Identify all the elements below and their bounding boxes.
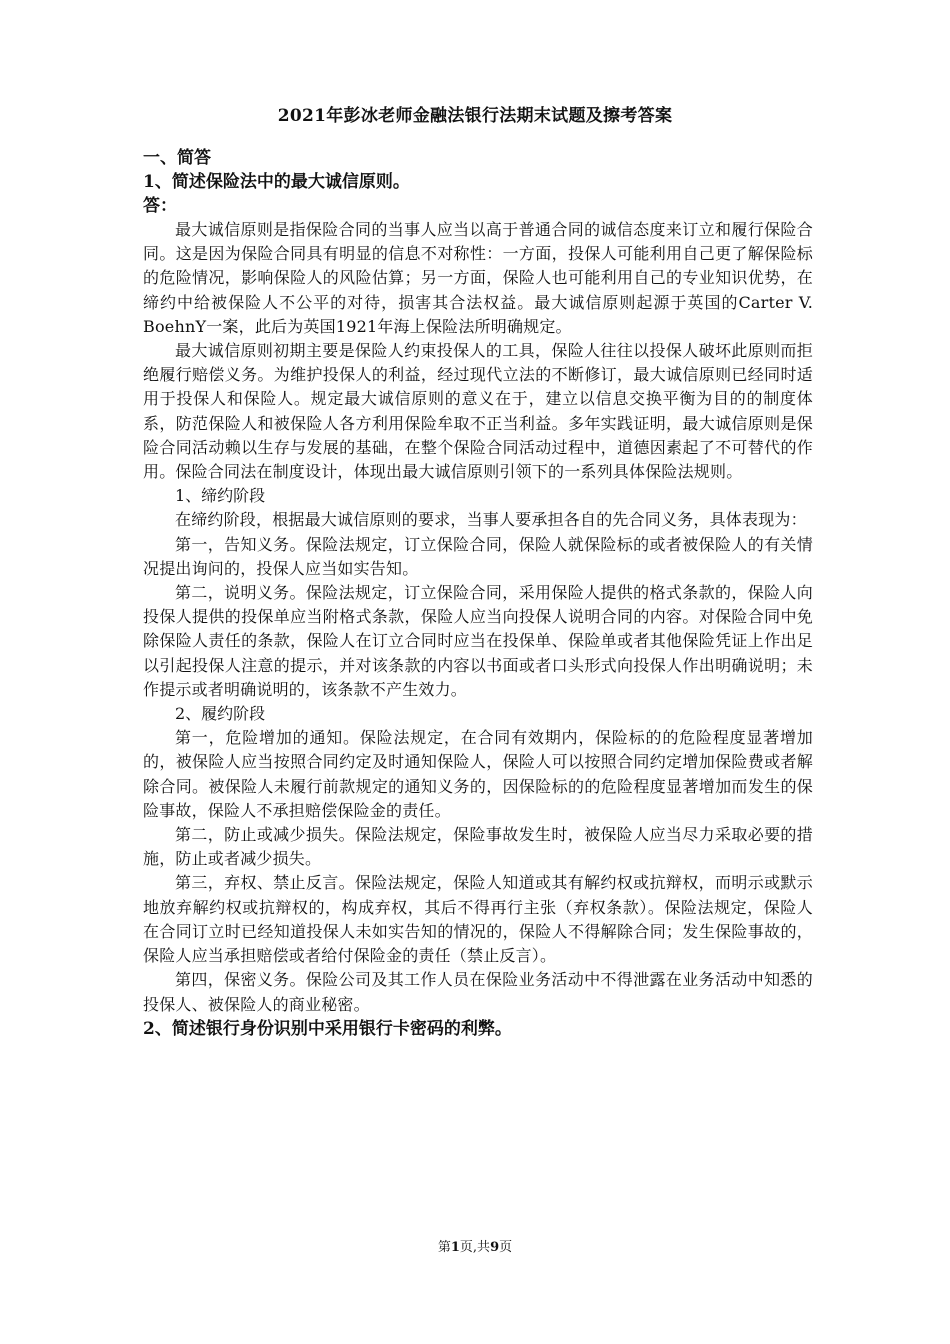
paragraph: 在缔约阶段，根据最大诚信原则的要求，当事人要承担各自的先合同义务，具体表现为： <box>175 510 807 530</box>
document-title: 2021年彭冰老师金融法银行法期末试题及擦考答案 <box>277 106 673 126</box>
paragraph: 第二，防止或减少损失。保险法规定，保险事故发生时，被保险人应当尽力采取必要的措施，防止或者减少损失。 <box>143 825 813 869</box>
question-2: 2、简述银行身份识别中采用银行卡密码的利弊。 <box>143 1018 512 1039</box>
paragraph: 最大诚信原则是指保险合同的当事人应当以高于普通合同的诚信态度来订立和履行保险合同。这是因为保险合同具有明显的信息不对称性：一方面，投保人可能利用自己更了解保险标的危险情况，影响保险人的风险估算；另一方面，保险人也可能利用自己的专业知识优势，在缔约中给被保险人不公平的对待，损害其合法权益。最大诚信原则起源于英国的Carter V. BoehnY一案，此后为英国1921年海上保险法所明确规定。 <box>143 220 813 336</box>
page-footer <box>0 1236 950 1255</box>
subheading-performance-stage: 2、履约阶段 <box>175 704 266 724</box>
paragraph: 第二，说明义务。保险法规定，订立保险合同，采用保险人提供的格式条款的，保险人向投保人提供的投保单应当附格式条款，保险人应当向投保人说明合同的内容。对保险合同中免除保险人责任的条款，保险人在订立合同时应当在投保单、保险单或者其他保险凭证上作出足以引起投保人注意的提示，并对该条款的内容以书面或者口头形式向投保人作出明确说明；未作提示或者明确说明的，该条款不产生效力。 <box>143 583 813 699</box>
subheading-contract-stage: 1、缔约阶段 <box>175 486 266 506</box>
paragraph: 第三，弃权、禁止反言。保险法规定，保险人知道或其有解约权或抗辩权，而明示或默示地放弃解约权或抗辩权的，构成弃权，其后不得再行主张（弃权条款）。保险法规定，保险人在合同订立时已经知道投保人未如实告知的情况的，保险人不得解除合同；发生保险事故的，保险人应当承担赔偿或者给付保险金的责任（禁止反言）。 <box>143 873 813 966</box>
footer-prefix: 第 <box>437 1240 451 1255</box>
footer-total-pages: 9 <box>490 1240 500 1255</box>
section-heading: 一、简答 <box>143 148 211 168</box>
answer-label: 答： <box>143 196 177 216</box>
question-1: 1、简述保险法中的最大诚信原则。 <box>143 172 410 192</box>
paragraph: 第一，危险增加的通知。保险法规定，在合同有效期内，保险标的的危险程度显著增加的，被保险人应当按照合同约定及时通知保险人，保险人可以按照合同约定增加保险费或者解除合同。被保险人未履行前款规定的通知义务的，因保险标的的危险程度显著增加而发生的保险事故，保险人不承担赔偿保险金的责任。 <box>143 728 813 820</box>
document-body <box>143 146 813 1041</box>
footer-suffix: 页 <box>499 1240 513 1255</box>
paragraph: 第一，告知义务。保险法规定，订立保险合同，保险人就保险标的或者被保险人的有关情况提出询问的，投保人应当如实告知。 <box>143 534 813 578</box>
footer-middle: 页,共 <box>459 1240 491 1255</box>
footer-page-number: 1 <box>450 1240 460 1255</box>
paragraph: 第四，保密义务。保险公司及其工作人员在保险业务活动中不得泄露在业务活动中知悉的投保人、被保险人的商业秘密。 <box>143 970 813 1014</box>
paragraph: 最大诚信原则初期主要是保险人约束投保人的工具，保险人往往以投保人破坏此原则而拒绝履行赔偿义务。为维护投保人的利益，经过现代立法的不断修订，最大诚信原则已经同时适用于投保人和保险人。规定最大诚信原则的意义在于，建立以信息交换平衡为目的的制度体系，防范保险人和被保险人各方利用保险牟取不正当利益。多年实践证明，最大诚信原则是保险合同活动赖以生存与发展的基础，在整个保险合同活动过程中，道德因素起了不可替代的作用。保险合同法在制度设计，体现出最大诚信原则引领下的一系列具体保险法规则。 <box>143 341 813 482</box>
